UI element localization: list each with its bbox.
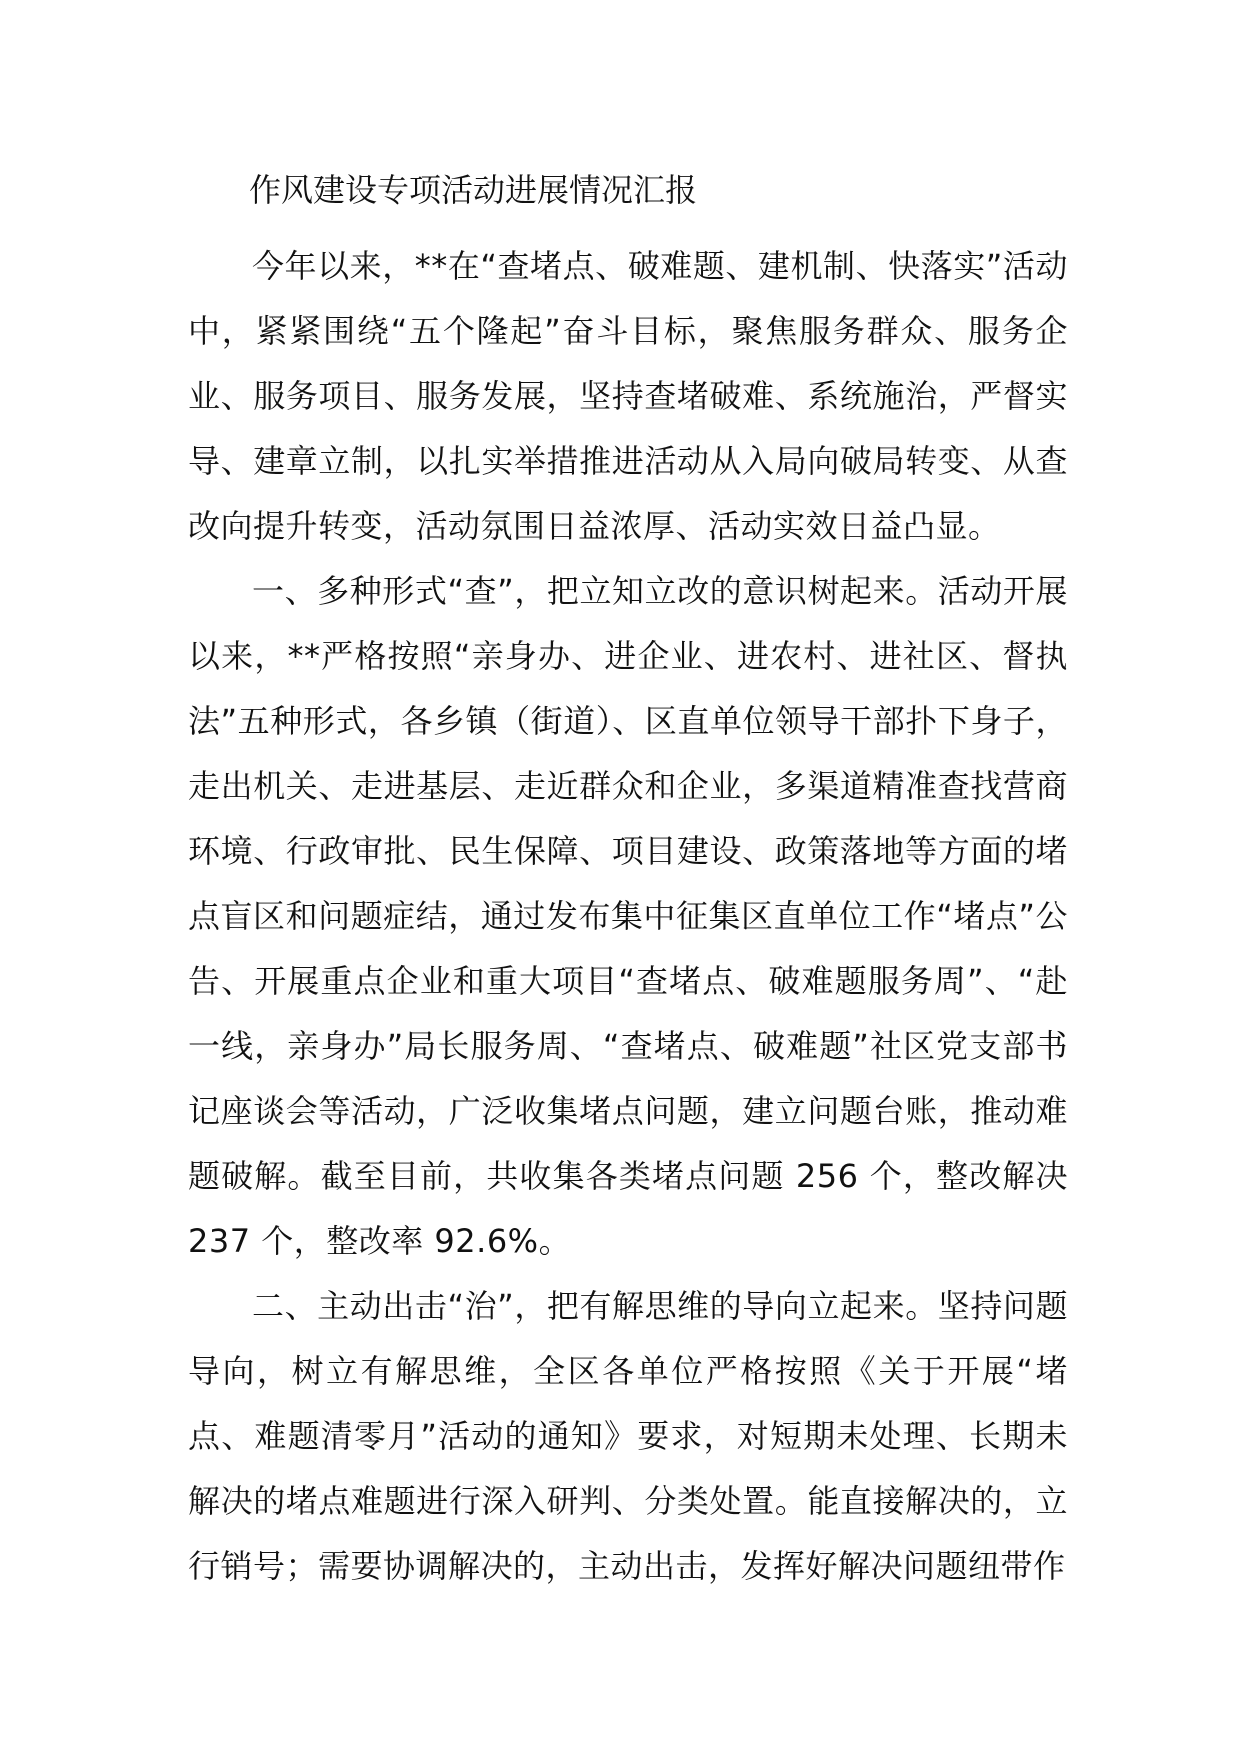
- document-title: 作风建设专项活动进展情况汇报: [249, 171, 698, 209]
- paragraph-section-one: 一、多种形式“查”，把立知立改的意识树起来。活动开展以来，**严格按照“亲身办、进企业、进农村、进社区、督执法”五种形式，各乡镇（街道）、区直单位领导干部扑下身子，走出机关、走进基层、走近群众和企业，多渠道精准查找营商环境、行政审批、民生保障、项目建设、政策落地等方面的堵点盲区和问题症结，通过发布集中征集区直单位工作“堵点”公告、开展重点企业和重大项目“查堵点、破难题服务周”、“赴一线，亲身办”局长服务周、“查堵点、破难题”社区党支部书记座谈会等活动，广泛收集堵点问题，建立问题台账，推动难题破解。截至目前，共收集各类堵点问题 256 个，整改解决 237 个，整改率 92.6%。: [188, 572, 1068, 1260]
- paragraph-section-two: 二、主动出击“治”，把有解思维的导向立起来。坚持问题导向，树立有解思维，全区各单位严格按照《关于开展“堵点、难题清零月”活动的通知》要求，对短期未处理、长期未解决的堵点难题进行深入研判、分类处置。能直接解决的，立行销号；需要协调解决的，主动出击，发挥好解决问题纽带作: [188, 1287, 1068, 1585]
- document-body: [188, 234, 1068, 1599]
- paragraph-intro: 今年以来，**在“查堵点、破难题、建机制、快落实”活动中，紧紧围绕“五个隆起”奋斗目标，聚焦服务群众、服务企业、服务项目、服务发展，坚持查堵破难、系统施治，严督实导、建章立制，以扎实举措推进活动从入局向破局转变、从查改向提升转变，活动氛围日益浓厚、活动实效日益凸显。: [188, 247, 1068, 545]
